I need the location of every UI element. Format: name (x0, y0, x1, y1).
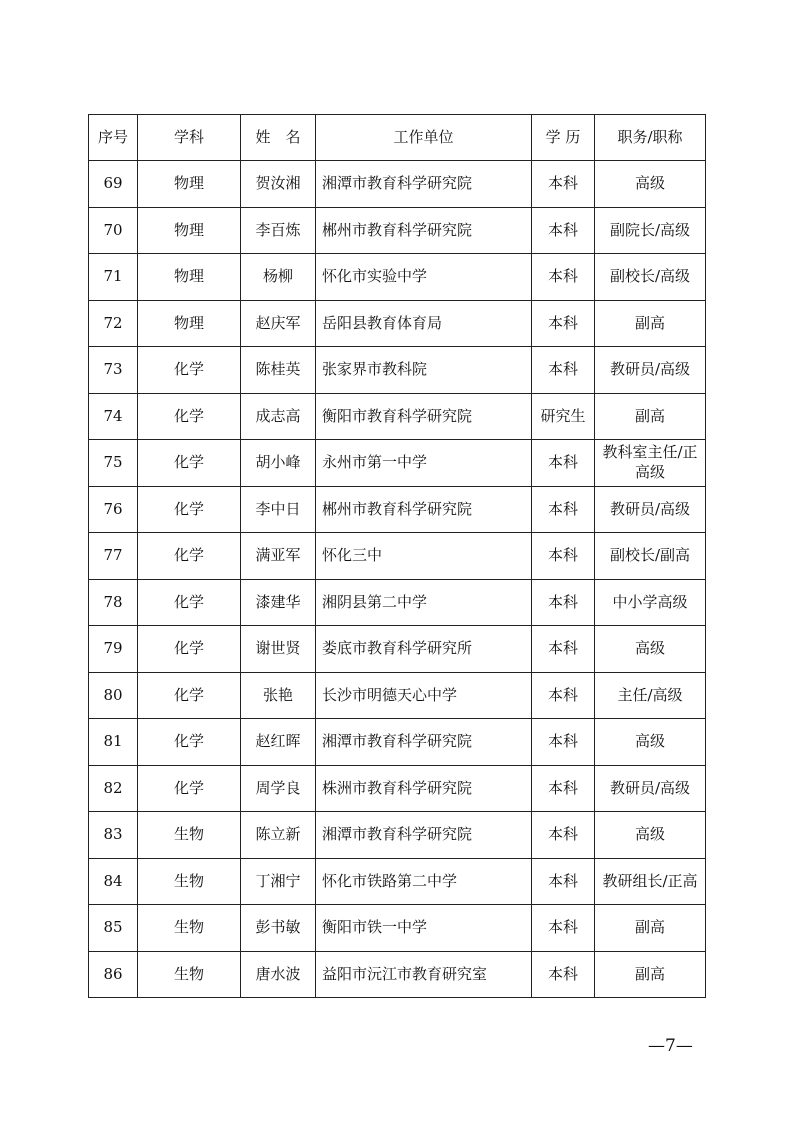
cell-education: 本科 (532, 812, 595, 859)
cell-subject: 化学 (138, 626, 241, 673)
cell-education: 本科 (532, 672, 595, 719)
cell-education: 本科 (532, 579, 595, 626)
cell-workplace: 娄底市教育科学研究所 (316, 626, 532, 673)
header-education: 学 历 (532, 115, 595, 161)
table-body (89, 161, 706, 998)
cell-index: 76 (89, 486, 138, 533)
cell-education: 本科 (532, 533, 595, 580)
cell-subject: 生物 (138, 812, 241, 859)
cell-subject: 生物 (138, 905, 241, 952)
cell-workplace: 株洲市教育科学研究院 (316, 765, 532, 812)
cell-subject: 化学 (138, 347, 241, 394)
cell-workplace: 永州市第一中学 (316, 440, 532, 487)
table-row (89, 440, 706, 487)
cell-name: 张艳 (241, 672, 316, 719)
table-header-row (89, 115, 706, 161)
cell-subject: 化学 (138, 672, 241, 719)
cell-index: 83 (89, 812, 138, 859)
cell-index: 85 (89, 905, 138, 952)
table-row (89, 486, 706, 533)
cell-index: 79 (89, 626, 138, 673)
page-number: —7— (648, 1036, 693, 1056)
cell-workplace: 湘潭市教育科学研究院 (316, 719, 532, 766)
table-row (89, 626, 706, 673)
table-row (89, 579, 706, 626)
cell-education: 本科 (532, 951, 595, 998)
cell-title: 副高 (595, 300, 706, 347)
cell-subject: 化学 (138, 719, 241, 766)
table-row (89, 951, 706, 998)
cell-title: 教科室主任/正高级 (595, 440, 706, 487)
table-row (89, 719, 706, 766)
cell-name: 谢世贤 (241, 626, 316, 673)
cell-name: 彭书敏 (241, 905, 316, 952)
cell-index: 86 (89, 951, 138, 998)
cell-title: 副高 (595, 905, 706, 952)
cell-name: 胡小峰 (241, 440, 316, 487)
cell-name: 杨柳 (241, 254, 316, 301)
cell-workplace: 怀化市铁路第二中学 (316, 858, 532, 905)
cell-workplace: 怀化三中 (316, 533, 532, 580)
cell-workplace: 衡阳市教育科学研究院 (316, 393, 532, 440)
cell-name: 赵红晖 (241, 719, 316, 766)
header-index: 序号 (89, 115, 138, 161)
cell-subject: 物理 (138, 207, 241, 254)
cell-name: 唐水波 (241, 951, 316, 998)
table-row (89, 300, 706, 347)
cell-workplace: 湘潭市教育科学研究院 (316, 161, 532, 208)
cell-subject: 化学 (138, 393, 241, 440)
cell-workplace: 怀化市实验中学 (316, 254, 532, 301)
cell-index: 80 (89, 672, 138, 719)
cell-name: 丁湘宁 (241, 858, 316, 905)
cell-workplace: 张家界市教科院 (316, 347, 532, 394)
table-row (89, 254, 706, 301)
cell-education: 本科 (532, 440, 595, 487)
cell-education: 本科 (532, 905, 595, 952)
cell-index: 73 (89, 347, 138, 394)
cell-workplace: 湘潭市教育科学研究院 (316, 812, 532, 859)
cell-title: 教研组长/正高 (595, 858, 706, 905)
header-subject: 学科 (138, 115, 241, 161)
cell-subject: 化学 (138, 440, 241, 487)
cell-title: 教研员/高级 (595, 486, 706, 533)
table-row (89, 533, 706, 580)
cell-index: 77 (89, 533, 138, 580)
cell-education: 本科 (532, 858, 595, 905)
cell-title: 副高 (595, 393, 706, 440)
header-workplace: 工作单位 (316, 115, 532, 161)
cell-name: 成志高 (241, 393, 316, 440)
cell-subject: 化学 (138, 579, 241, 626)
cell-education: 本科 (532, 347, 595, 394)
header-name: 姓 名 (241, 115, 316, 161)
table-row (89, 765, 706, 812)
cell-workplace: 湘阴县第二中学 (316, 579, 532, 626)
cell-name: 漆建华 (241, 579, 316, 626)
cell-title: 高级 (595, 719, 706, 766)
cell-education: 本科 (532, 486, 595, 533)
cell-name: 李中日 (241, 486, 316, 533)
cell-education: 本科 (532, 765, 595, 812)
table-row (89, 905, 706, 952)
cell-index: 71 (89, 254, 138, 301)
cell-subject: 物理 (138, 254, 241, 301)
cell-name: 陈桂英 (241, 347, 316, 394)
cell-subject: 化学 (138, 533, 241, 580)
cell-index: 74 (89, 393, 138, 440)
cell-title: 高级 (595, 812, 706, 859)
cell-education: 本科 (532, 719, 595, 766)
table-row (89, 812, 706, 859)
cell-title: 中小学高级 (595, 579, 706, 626)
cell-education: 本科 (532, 161, 595, 208)
cell-subject: 生物 (138, 951, 241, 998)
cell-workplace: 衡阳市铁一中学 (316, 905, 532, 952)
personnel-table (88, 114, 706, 998)
table-row (89, 672, 706, 719)
cell-education: 研究生 (532, 393, 595, 440)
cell-workplace: 郴州市教育科学研究院 (316, 486, 532, 533)
cell-subject: 物理 (138, 161, 241, 208)
cell-education: 本科 (532, 300, 595, 347)
cell-education: 本科 (532, 207, 595, 254)
cell-index: 84 (89, 858, 138, 905)
cell-title: 主任/高级 (595, 672, 706, 719)
header-title: 职务/职称 (595, 115, 706, 161)
table-row (89, 207, 706, 254)
cell-index: 72 (89, 300, 138, 347)
cell-workplace: 长沙市明德天心中学 (316, 672, 532, 719)
cell-name: 满亚军 (241, 533, 316, 580)
cell-index: 82 (89, 765, 138, 812)
cell-index: 69 (89, 161, 138, 208)
cell-name: 李百炼 (241, 207, 316, 254)
cell-subject: 化学 (138, 765, 241, 812)
cell-name: 贺汝湘 (241, 161, 316, 208)
cell-subject: 生物 (138, 858, 241, 905)
cell-title: 副校长/高级 (595, 254, 706, 301)
table-row (89, 858, 706, 905)
cell-title: 高级 (595, 626, 706, 673)
cell-title: 教研员/高级 (595, 765, 706, 812)
cell-title: 高级 (595, 161, 706, 208)
cell-name: 周学良 (241, 765, 316, 812)
cell-subject: 物理 (138, 300, 241, 347)
table-row (89, 161, 706, 208)
cell-index: 81 (89, 719, 138, 766)
cell-title: 副院长/高级 (595, 207, 706, 254)
cell-title: 副校长/副高 (595, 533, 706, 580)
cell-index: 75 (89, 440, 138, 487)
cell-index: 70 (89, 207, 138, 254)
cell-workplace: 岳阳县教育体育局 (316, 300, 532, 347)
table-row (89, 393, 706, 440)
cell-name: 赵庆军 (241, 300, 316, 347)
cell-education: 本科 (532, 254, 595, 301)
cell-workplace: 郴州市教育科学研究院 (316, 207, 532, 254)
cell-education: 本科 (532, 626, 595, 673)
cell-title: 副高 (595, 951, 706, 998)
cell-workplace: 益阳市沅江市教育研究室 (316, 951, 532, 998)
cell-subject: 化学 (138, 486, 241, 533)
table-row (89, 347, 706, 394)
cell-title: 教研员/高级 (595, 347, 706, 394)
cell-name: 陈立新 (241, 812, 316, 859)
cell-index: 78 (89, 579, 138, 626)
